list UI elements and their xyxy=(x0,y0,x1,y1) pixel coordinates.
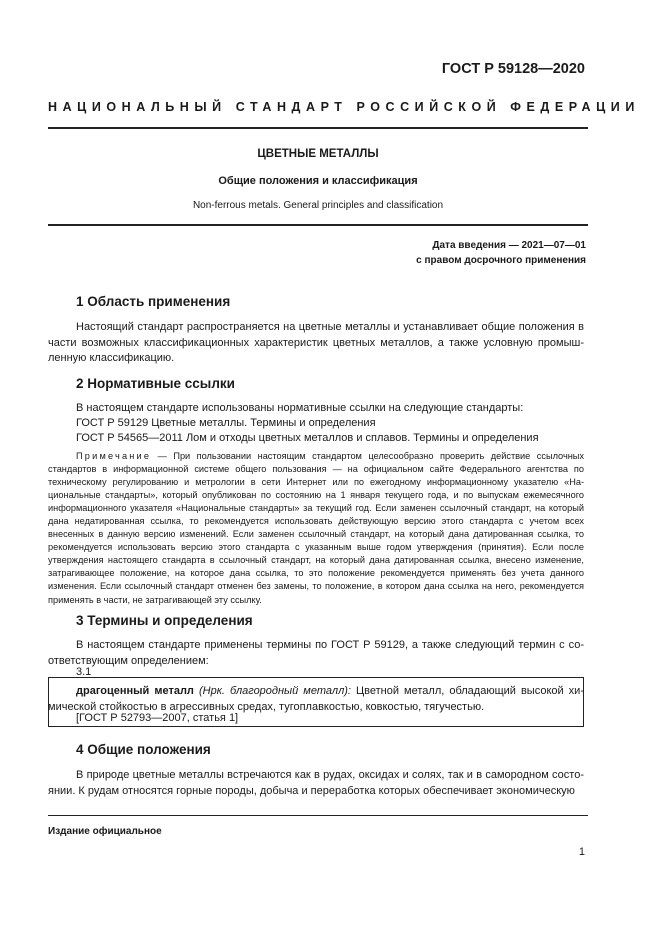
page-number: 1 xyxy=(578,846,585,858)
early-application-text: с правом досрочного применения xyxy=(416,255,586,266)
top-divider xyxy=(48,127,588,129)
section-3-paragraph xyxy=(48,638,584,669)
reference-2: ГОСТ Р 54565—2011 Лом и отходы цветных металлов и сплавов. Термины и определения xyxy=(76,432,539,444)
term-synonym: (Нрк. благородный металл): xyxy=(198,685,351,697)
document-code: ГОСТ Р 59128—2020 xyxy=(441,61,585,77)
term-number: 3.1 xyxy=(76,666,92,678)
title-divider xyxy=(48,224,588,226)
national-standard-banner: НАЦИОНАЛЬНЫЙ СТАНДАРТ РОССИЙСКОЙ ФЕДЕРАЦИИ xyxy=(48,100,640,114)
introduction-date xyxy=(416,238,586,268)
section-1-heading: 1 Область применения xyxy=(76,294,231,309)
section-4-text: В природе цветные металлы встречаются как в рудах, оксидах и солях, так и в самородном состоянии. К рудам относятся горные породы, добыча и переработка которых обеспечивает экономическую xyxy=(48,769,584,797)
section-1-text: Настоящий стандарт распространяется на цветные металлы и устанавливает общие положения в части возможных классификационных характеристик цветных металлов, а также условную промышленную классификацию. xyxy=(48,321,584,365)
section-4-paragraph xyxy=(48,768,584,799)
english-title: Non-ferrous metals. General principles and classification xyxy=(192,200,444,211)
note-text: — При пользовании настоящим стандартом целесообразно проверить действие ссылочных стандартов в информационной системе общего пользования — на официальном сайте Федерального агентства по техническому регулированию и метрологии в сети Интернет или по ежегодному информационному указателю «Национальные стандарты», который опубликован по состоянию на 1 января текущего года, и по выпускам ежемесячного информационного указателя «Национальные стандарты» за текущий год. Если заменен ссылочный стандарт, на который дана недатированная ссылка, то рекомендуется использовать действующую версию этого стандарта с учетом всех внесенных в данную версию изменений. Если заменен ссылочный стандарт, на который дана датированная ссылка, то рекомендуется использовать версию этого стандарта с указанным выше годом утверждения (принятия). Если после утверждения настоящего стандарта в ссылочный стандарт, на который дана датированная ссылка, внесено изменение, затрагивающее положение, на которое дана ссылка, то это положение рекомендуется применять без учета данного изменения. Если ссылочный стандарт отменен без замены, то положение, в котором дана ссылка на него, рекомендуется применять в части, не затрагивающей эту ссылку. xyxy=(48,451,584,605)
introduction-date-text: Дата введения — 2021—07—01 xyxy=(432,240,586,251)
term-source: [ГОСТ Р 52793—2007, статья 1] xyxy=(76,712,239,724)
note-block xyxy=(48,450,584,607)
section-2-intro: В настоящем стандарте использованы нормативные ссылки на следующие стандарты: xyxy=(76,402,524,414)
footer-divider xyxy=(48,815,588,816)
section-2-heading: 2 Нормативные ссылки xyxy=(76,376,235,391)
standard-subtitle: Общие положения и классификация xyxy=(218,175,418,187)
standard-title: ЦВЕТНЫЕ МЕТАЛЛЫ xyxy=(257,148,379,160)
term-name: драгоценный металл xyxy=(76,685,194,697)
official-edition-label: Издание официальное xyxy=(48,826,162,837)
note-label: Примечание xyxy=(76,451,152,461)
section-3-text: В настоящем стандарте применены термины по ГОСТ Р 59129, а также следующий термин с соответствующим определением: xyxy=(48,639,584,667)
reference-1: ГОСТ Р 59129 Цветные металлы. Термины и определения xyxy=(76,417,376,429)
section-3-heading: 3 Термины и определения xyxy=(76,613,253,628)
term-definition-text: Цветной металл, обладающий высокой химической стойкостью в агрессивных средах, тугоплавкостью, ковкостью, тягучестью. xyxy=(48,685,584,713)
section-4-heading: 4 Общие положения xyxy=(76,742,211,757)
section-1-paragraph xyxy=(48,320,584,367)
